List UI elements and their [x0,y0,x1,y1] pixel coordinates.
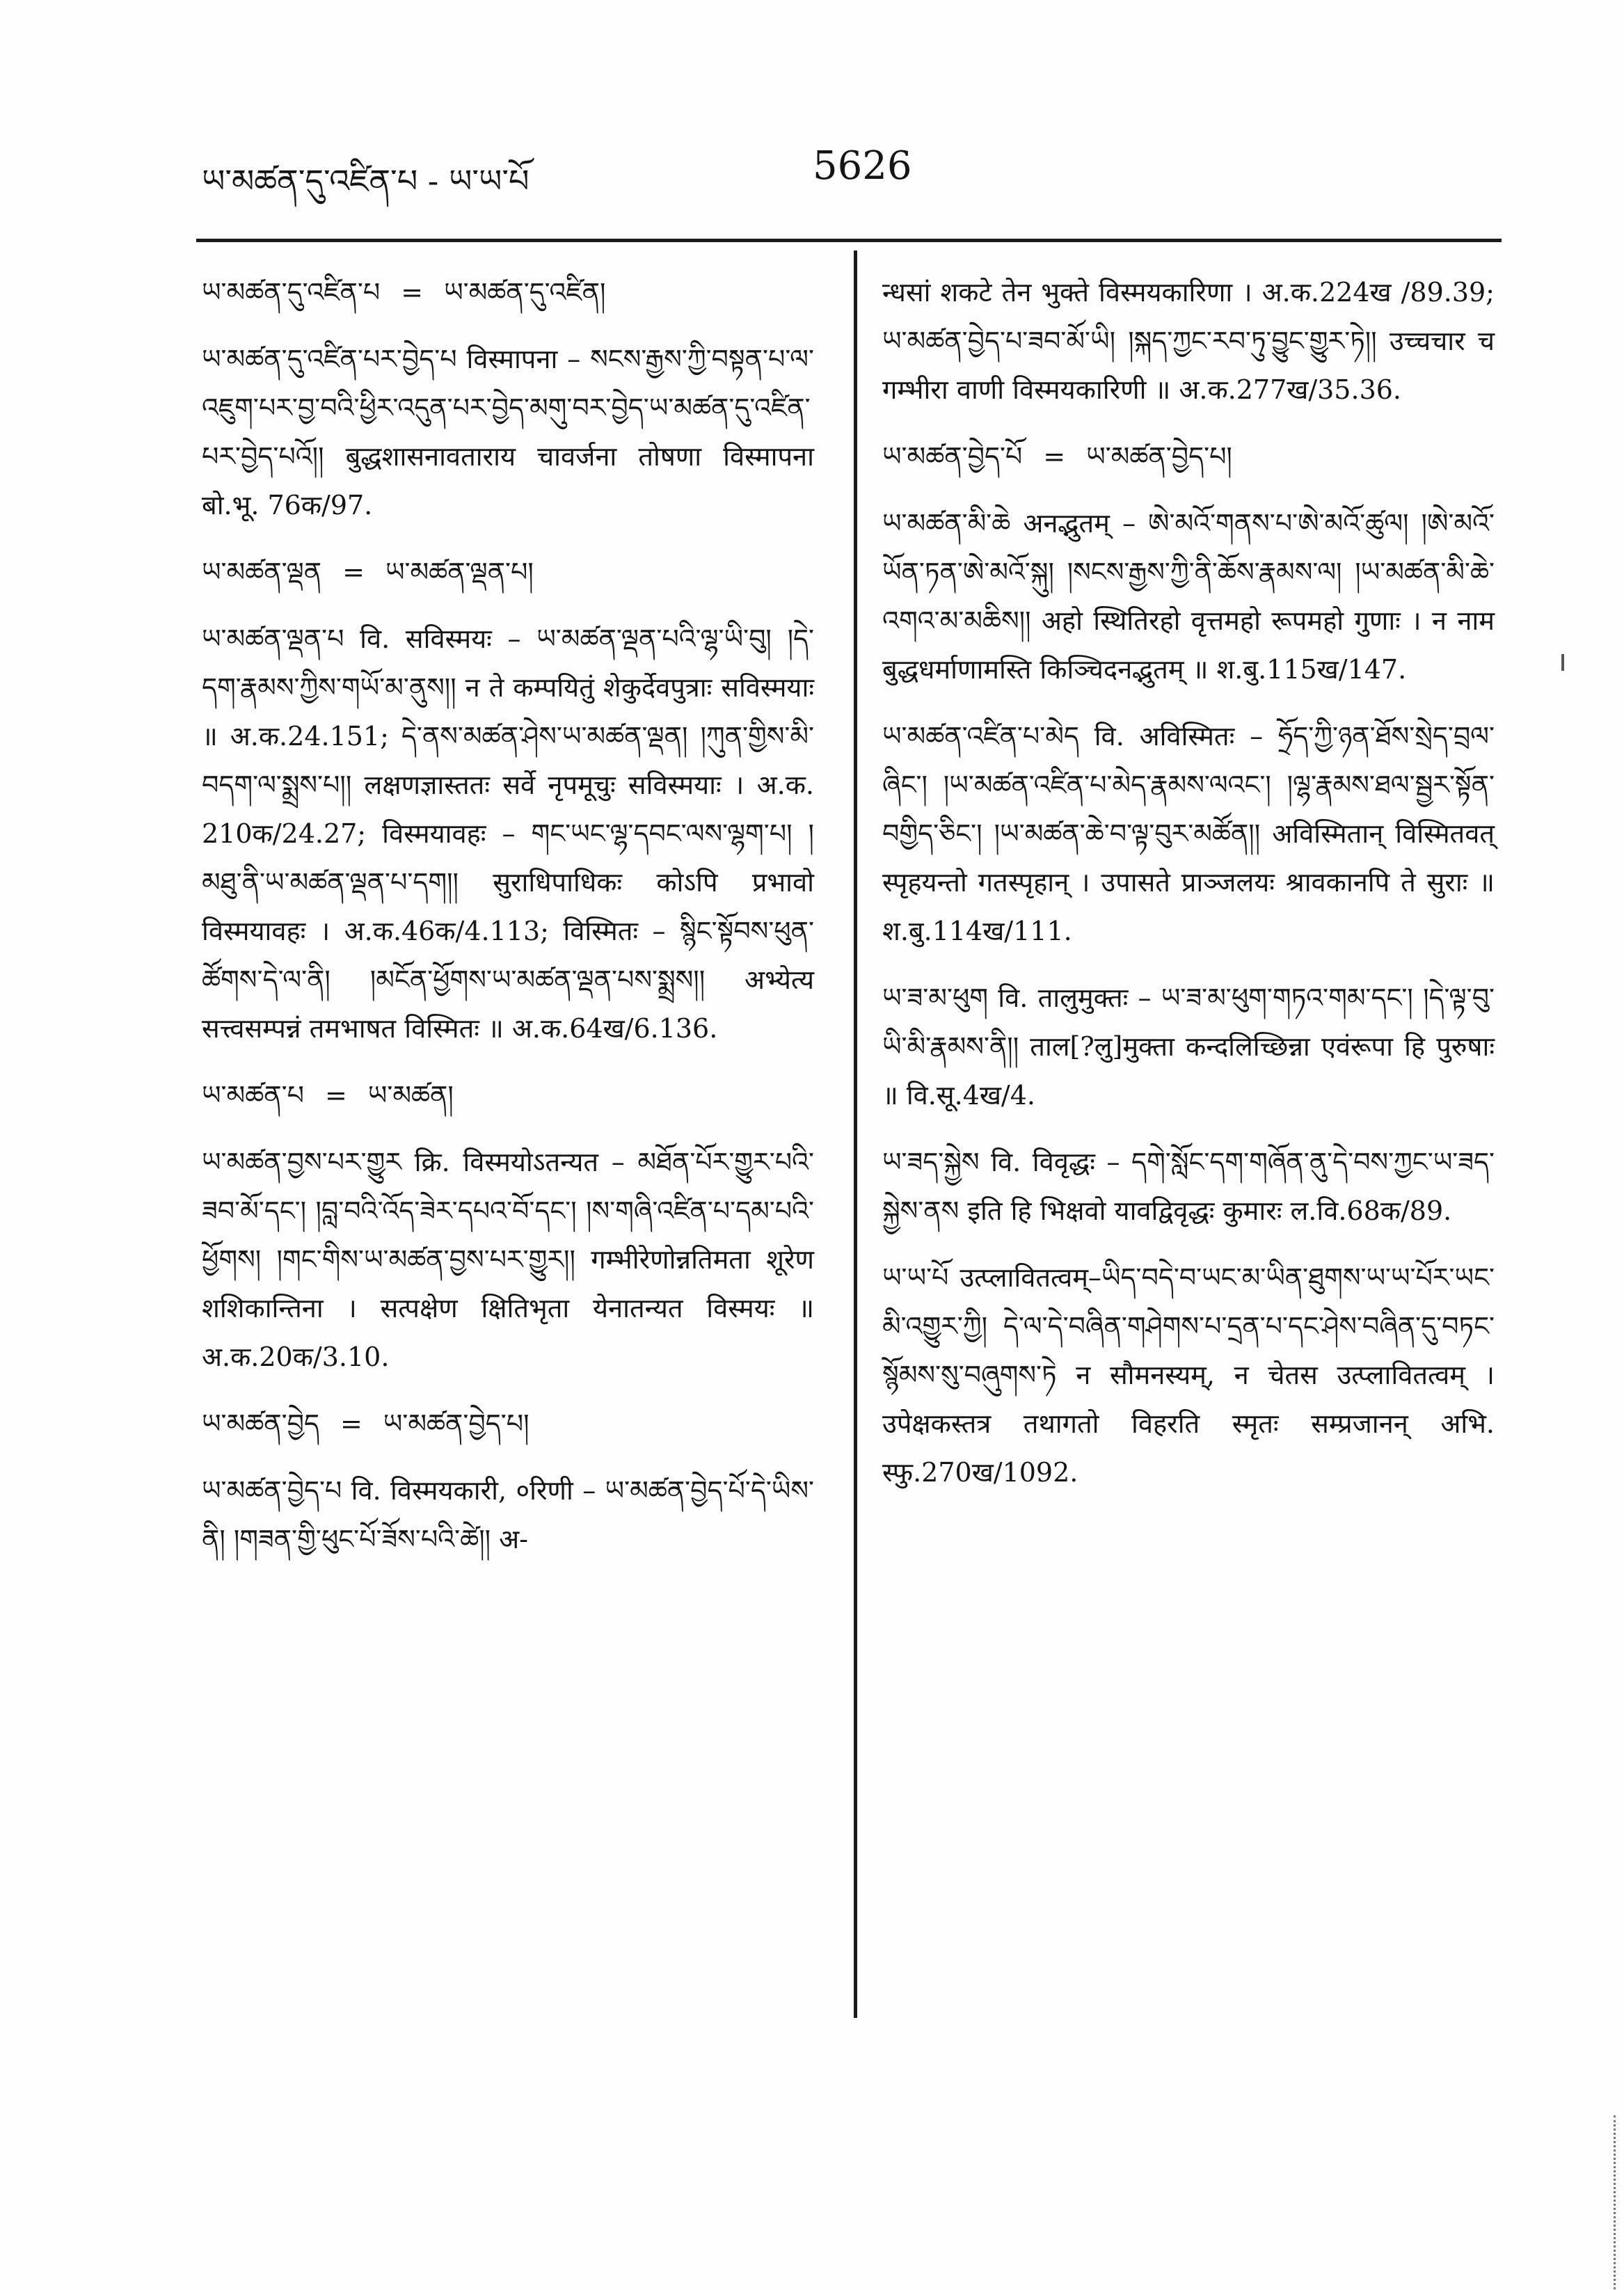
entry-text: ཡ་མཚན་བྱེད་པ वि. विस्मयकारी, ०रिणी – ཡ་མཚན་བྱེད་པོ་དེ་ཡིས་ནི། །གཟན་གྱི་ཕུང་པོ་ཟོས་པའི་ཚེ།། अ- [202,1475,814,1555]
entry-text: ཡ་ཡ་པོ उत्प्लावितत्वम्–ཡིད་བདེ་བ་ཡང་མ་ཡིན་ཐུགས་ཡ་ཡ་པོར་ཡང་མི་འགྱུར་ཀྱི། དེ་ལ་དེ་བཞིན་གཤེགས་པ་དྲན་པ་དང་ཤེས་བཞིན་དུ་བཏང་སྙོམས་སུ་བཞུགས་ཏེ न सौमनस्यम्, न चेतस उत्प्लावितत्वम् । उपेक्षकस्तत्र तथागतो विहरति स्मृतः सम्प्रजानन् अभि. स्फु.270ख/1092. [882,1262,1495,1488]
running-head: ཡ་མཚན་དུ་འཛིན་པ - ཡ་ཡ་པོ [202,162,530,200]
page-header [0,0,1624,237]
xref-headword: ཡ་མཚན་བྱེད་པོ [882,441,1023,472]
entry-text: न्धसां शकटे तेन भुक्ते विस्मयकारिणा । अ.क.224ख /89.39; ཡ་མཚན་བྱེད་པ་ཟབ་མོ་ཡི། །སྐད་ཀྱང་རབ་ཏུ་བྱུང་གྱུར་ཏེ།། उच्चचार च गम्भीरा वाणी विस्मयकारिणी ॥ अ.क.277ख/35.36. [882,277,1495,405]
scan-speck [1561,654,1564,671]
page-number: 5626 [813,143,912,189]
entry-text: ཡ་ཟད་སྐྱེས वि. विवृद्धः – དགེ་སློང་དག་གཞོན་ནུ་དེ་བས་ཀྱང་ཡ་ཟད་སྐྱེས་ནས इति हि भिक्षवो यावद्विवृद्धः कुमारः ल.वि.68क/89. [882,1147,1495,1226]
entry-text: ཡ་མཚན་བྱས་པར་གྱུར क्रि. विस्मयोऽतन्यत – མཐོན་པོར་གྱུར་པའི་ཟབ་མོ་དང་། །བླ་བའི་འོད་ཟེར་དཔའ་བོ་དང་། །ས་གཞི་འཛིན་པ་དམ་པའི་ཕྱོགས། །གང་གིས་ཡ་མཚན་བྱས་པར་གྱུར།། गम्भीरेणोन्नतिमता शूरेण शशिकान्तिना । सत्पक्षेण क्षितिभृता येनातन्यत विस्मयः ॥ अ.क.20क/3.10. [202,1147,814,1372]
xref-equals: = [1043,441,1066,472]
xref-equals: = [401,277,424,308]
xref-entry [202,548,814,596]
xref-headword: ཡ་མཚན་པ [202,1080,304,1111]
dictionary-entry [882,268,1495,414]
xref-target: ཡ་མཚན་བྱེད་པ། [1086,441,1232,472]
entry-text: ཡ་མཚན་འཛིན་པ་མེད वि. अविस्मितः – ཧྲོད་ཀྱི་ཉན་ཐོས་སྲེད་བྲལ་ཞིང་། །ཡ་མཚན་འཛིན་པ་མེད་རྣམས་ལའང་། །ལྷ་རྣམས་ཐལ་སྦྱར་སྟོན་བགྱིད་ཅིང་། །ཡ་མཚན་ཆེ་བ་ལྟ་བུར་མཚོན།། अविस्मितान् विस्मितवत् स्पृहयन्तो गतस्पृहान् । उपासते प्राञ्जलयः श्रावकानपि ते सुराः ॥ श.बु.114ख/111. [882,721,1495,946]
xref-entry [202,1071,814,1120]
xref-target: ཡ་མཚན་ལྡན་པ། [385,557,534,587]
xref-equals: = [342,557,365,587]
xref-spacer [534,548,814,596]
entry-text: ཡ་མཚན་དུ་འཛིན་པར་བྱེད་པ विस्मापना – སངས་རྒྱས་ཀྱི་བསྟན་པ་ལ་འཇུག་པར་བྱ་བའི་ཕྱིར་འདུན་པར་བྱེད་མགུ་བར་བྱེད་ཡ་མཚན་དུ་འཛིན་པར་བྱེད་པའོ།། बुद्धशासनावताराय चावर्जना तोषणा विस्मापना बो.भू. 76क/97. [202,344,814,520]
dictionary-entry [882,1138,1495,1235]
entry-text: ཡ་ཟ་མ་ཕུག वि. तालुमुक्तः – ཡ་ཟ་མ་ཕུག་གཏའ་གམ་དང་། །དེ་ལྟ་བུ་ཡི་མི་རྣམས་ནི།། ताल[?लु]मुक्ता कन्दलिच्छिन्ना एवंरूपा हि पुरुषाः ॥ वि.सू.4ख/4. [882,983,1495,1111]
xref-spacer [605,268,814,317]
xref-entry [202,1399,814,1448]
xref-headword: ཡ་མཚན་ལྡན [202,557,322,587]
xref-target: ཡ་མཚན་བྱེད་པ། [383,1408,530,1439]
left-column [202,268,814,1582]
dictionary-entry [882,712,1495,955]
dictionary-entry [882,1253,1495,1497]
entry-text: ཡ་མཚན་མི་ཆེ अनद्भुतम् – ཨེ་མའོ་གནས་པ་ཨེ་མའོ་ཚུལ། །ཨེ་མའོ་ཡོན་ཏན་ཨེ་མའོ་སྐུ། །སངས་རྒྱས་ཀྱི་ནི་ཆོས་རྣམས་ལ། །ཡ་མཚན་མི་ཆེ་འགའ་མ་མཆིས།། अहो स्थितिरहो वृत्तमहो रूपमहो गुणाः । न नाम बुद्धधर्माणामस्ति किञ्चिदनद्भुतम् ॥ श.बु.115ख/147. [882,508,1495,685]
xref-spacer [530,1399,814,1448]
dictionary-entry [202,1138,814,1381]
xref-entry [882,432,1495,481]
xref-target: ཡ་མཚན་དུ་འཛིན། [444,277,606,308]
xref-equals: = [340,1408,363,1439]
xref-entry [202,268,814,317]
scan-edge-dots [1614,2115,1618,2289]
dictionary-entry [882,499,1495,694]
xref-spacer [1232,432,1495,481]
right-column [882,268,1495,1515]
dictionary-entry [202,614,814,1053]
xref-target: ཡ་མཚན། [367,1080,454,1111]
xref-headword: ཡ་མཚན་དུ་འཛིན་པ [202,277,381,308]
xref-spacer [454,1071,814,1120]
dictionary-entry [202,335,814,530]
dictionary-entry [882,973,1495,1120]
dictionary-entry [202,1466,814,1564]
header-rule [196,239,1502,242]
xref-headword: ཡ་མཚན་བྱེད [202,1408,319,1439]
column-divider [854,251,857,2018]
entry-text: ཡ་མཚན་ལྡན་པ वि. सविस्मयः – ཡ་མཚན་ལྡན་པའི་ལྷ་ཡི་བུ། །དེ་དག་རྣམས་ཀྱིས་གཡོ་མ་ནུས།། न ते कम्पयितुं शेकुर्देवपुत्राः सविस्मयाः ॥ अ.क.24.151; དེ་ནས་མཚན་ཤེས་ཡ་མཚན་ལྡན། །ཀུན་གྱིས་མི་བདག་ལ་སྨྲས་པ།། लक्षणज्ञास्ततः सर्वे नृपमूचुः सविस्मयाः । अ.क. 210क/24.27; विस्मयावहः – གང་ཡང་ལྷ་དབང་ལས་ལྷག་པ། །མཐུ་ནི་ཡ་མཚན་ལྡན་པ་དག།། सुराधिपाधिकः कोऽपि प्रभावो विस्मयावहः । अ.क.46क/4.113; विस्मितः – སྙིང་སྟོབས་ཕུན་ཚོགས་དེ་ལ་ནི། །མངོན་ཕྱོགས་ཡ་མཚན་ལྡན་པས་སྨྲས།། अभ्येत्य सत्त्वसम्पन्नं तमभाषत विस्मितः ॥ अ.क.64ख/6.136. [202,623,814,1044]
xref-equals: = [324,1080,347,1111]
